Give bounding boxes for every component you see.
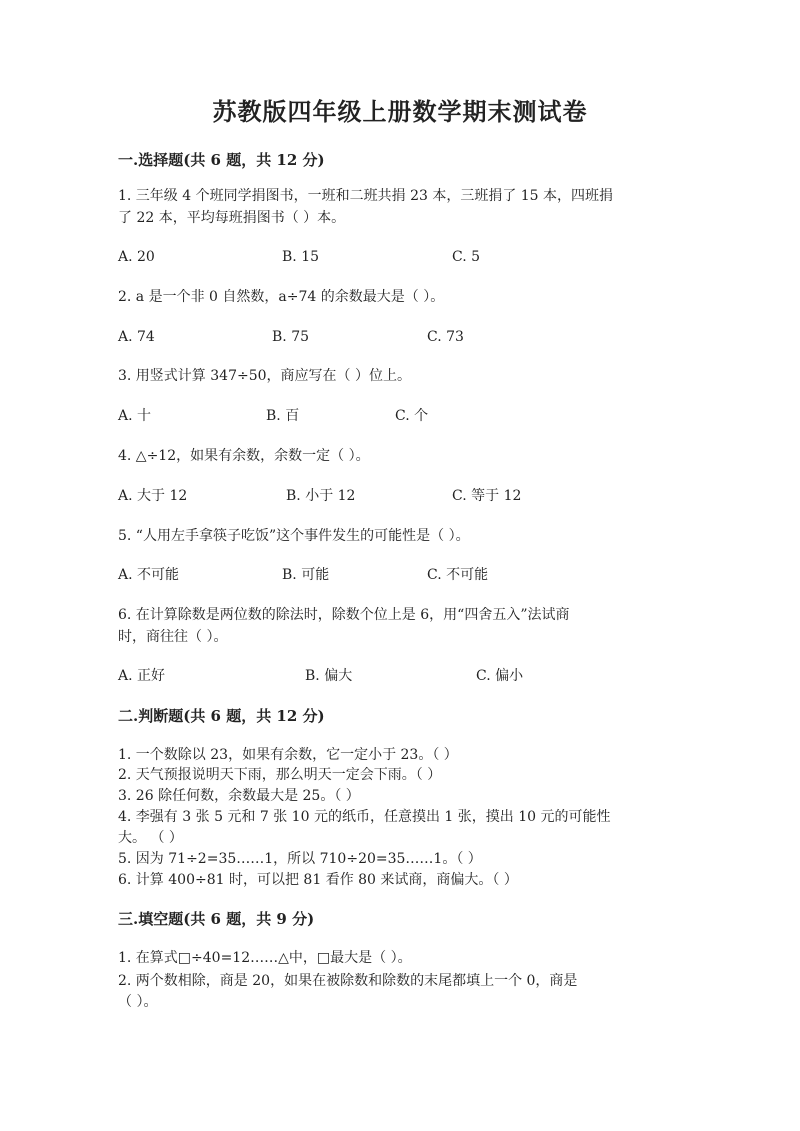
fill-item-2-line-1: 2. 两个数相除，商是 20，如果在被除数和除数的末尾都填上一个 0，商是	[118, 973, 578, 989]
question-4-option-c: C. 等于 12	[452, 488, 522, 504]
judge-item-3: 3. 26 除任何数，余数最大是 25。（ ）	[118, 788, 360, 804]
judge-item-4-line-1: 4. 李强有 3 张 5 元和 7 张 10 元的纸币，任意摸出 1 张，摸出 10 元的可能性	[118, 809, 611, 825]
question-3-option-b: B. 百	[266, 408, 300, 424]
question-4-line-1: 4. △÷12，如果有余数，余数一定（ ）。	[118, 448, 370, 464]
judge-item-4-line-2: 大。 （ ）	[118, 830, 183, 846]
question-6-option-c: C. 偏小	[476, 668, 524, 684]
section-heading-fill-blank: 三.填空题(共 6 题，共 9 分)	[118, 910, 315, 928]
question-2-option-c: C. 73	[427, 329, 464, 345]
question-6-line-2: 时，商往往（ ）。	[118, 629, 228, 645]
question-6-option-a: A. 正好	[118, 668, 166, 684]
question-5-option-a: A. 不可能	[118, 567, 180, 583]
question-4-option-a: A. 大于 12	[118, 488, 188, 504]
question-6-option-b: B. 偏大	[305, 668, 353, 684]
fill-item-2-line-2: （ ）。	[118, 994, 158, 1010]
section-heading-true-false: 二.判断题(共 6 题，共 12 分)	[118, 707, 325, 725]
question-2-line-1: 2. a 是一个非 0 自然数，a÷74 的余数最大是（ ）。	[118, 289, 445, 305]
question-3-option-a: A. 十	[118, 408, 152, 424]
fill-item-1: 1. 在算式□÷40=12……△中，□最大是（ ）。	[118, 950, 412, 966]
question-2-option-a: A. 74	[118, 329, 155, 345]
question-3-line-1: 3. 用竖式计算 347÷50，商应写在（ ）位上。	[118, 368, 411, 384]
question-3-option-c: C. 个	[395, 408, 429, 424]
question-5-line-1: 5. “人用左手拿筷子吃饭”这个事件发生的可能性是（ ）。	[118, 528, 470, 544]
exam-title: 苏教版四年级上册数学期末测试卷	[212, 97, 588, 126]
judge-item-5: 5. 因为 71÷2=35……1，所以 710÷20=35……1。（ ）	[118, 851, 482, 867]
question-1-line-2: 了 22 本，平均每班捐图书（ ）本。	[118, 210, 346, 226]
judge-item-2: 2. 天气预报说明天下雨，那么明天一定会下雨。（ ）	[118, 767, 442, 783]
question-1-line-1: 1. 三年级 4 个班同学捐图书，一班和二班共捐 23 本，三班捐了 15 本，四班捐	[118, 188, 614, 204]
question-2-option-b: B. 75	[272, 329, 310, 345]
judge-item-6: 6. 计算 400÷81 时，可以把 81 看作 80 来试商，商偏大。（ ）	[118, 872, 518, 888]
question-1-option-a: A. 20	[118, 249, 155, 265]
section-heading-choice: 一.选择题(共 6 题，共 12 分)	[118, 151, 325, 169]
question-5-option-b: B. 可能	[282, 567, 330, 583]
question-1-option-b: B. 15	[282, 249, 320, 265]
question-1-option-c: C. 5	[452, 249, 481, 265]
question-4-option-b: B. 小于 12	[286, 488, 356, 504]
judge-item-1: 1. 一个数除以 23，如果有余数，它一定小于 23。（ ）	[118, 747, 458, 763]
question-5-option-c: C. 不可能	[427, 567, 489, 583]
question-6-line-1: 6. 在计算除数是两位数的除法时，除数个位上是 6，用“四舍五入”法试商	[118, 607, 570, 623]
